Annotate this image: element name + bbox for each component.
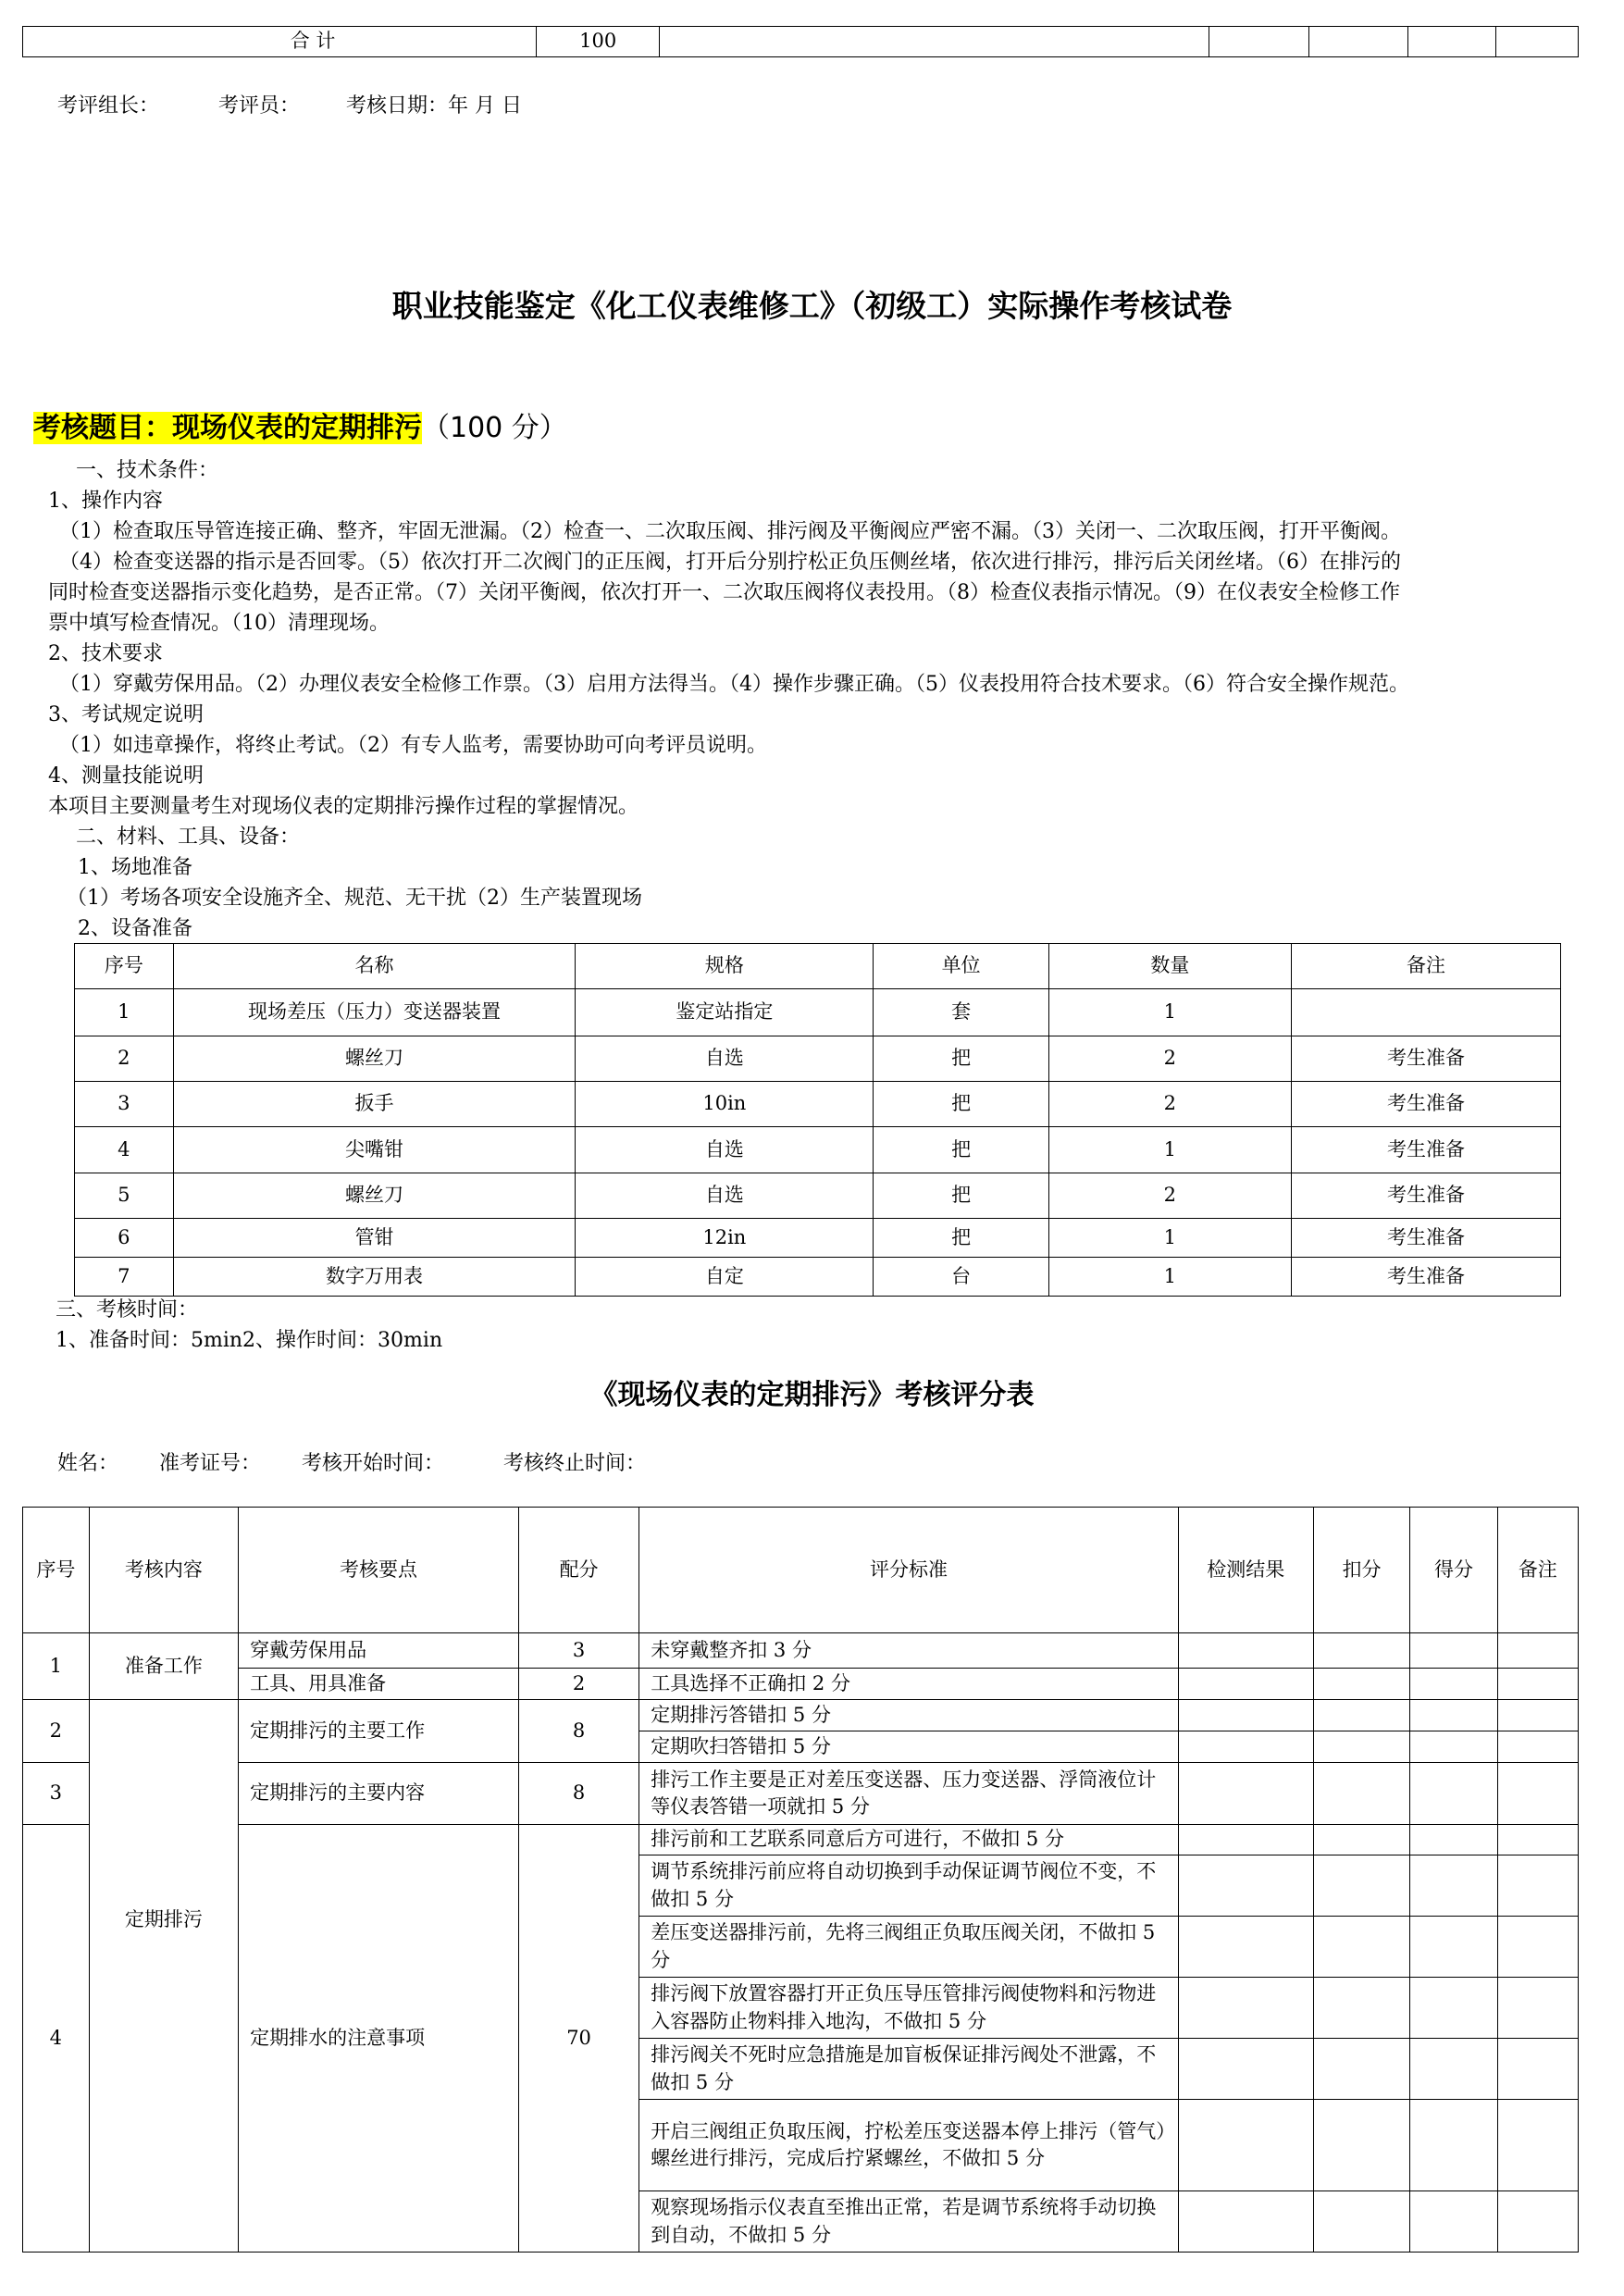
sc-point: 穿戴劳保用品	[239, 1633, 519, 1669]
eq-cell-unit: 把	[874, 1219, 1048, 1258]
sc-header-score: 配分	[518, 1508, 638, 1633]
eq-header-note: 备注	[1291, 944, 1560, 989]
eq-header-spec: 规格	[576, 944, 874, 989]
sc-score: 8	[518, 1700, 638, 1763]
eq-cell-note: 考生准备	[1291, 1258, 1560, 1297]
sc-no: 4	[23, 1825, 90, 2253]
sc-content: 定期排污	[89, 1700, 238, 2253]
eq-cell-qty: 1	[1048, 989, 1291, 1036]
eq-cell-name: 螺丝刀	[173, 1036, 576, 1082]
top-total-table	[22, 26, 1579, 57]
sc-point: 定期排污的主要内容	[239, 1763, 519, 1825]
time-line: 1、准备时间：5min2、操作时间：30min	[56, 1329, 443, 1352]
table-row	[23, 1700, 1579, 1731]
total-score: 100	[537, 27, 660, 57]
sc-header-result: 检测结果	[1178, 1508, 1313, 1633]
section-tech-conditions: 一、技术条件：	[76, 459, 219, 482]
op-line-1: （1）检查取压导管连接正确、整齐，牢固无泄漏。（2）检查一、二次取压阀、排污阀及平衡阀应严密不漏。（3）关闭一、二次取压阀，打开平衡阀。	[59, 520, 1401, 543]
eq-cell-no: 6	[75, 1219, 174, 1258]
eq-cell-spec: 自选	[576, 1036, 874, 1082]
start-time-label: 考核开始时间：	[302, 1452, 445, 1475]
measure-line: 本项目主要测量考生对现场仪表的定期排污操作过程的掌握情况。	[48, 795, 639, 818]
eq-cell-note	[1291, 989, 1560, 1036]
table-row	[75, 1173, 1561, 1219]
equipment-table	[74, 943, 1561, 1297]
eq-cell-unit: 把	[874, 1082, 1048, 1127]
eq-cell-unit: 把	[874, 1036, 1048, 1082]
table-row	[23, 1669, 1579, 1700]
total-label: 合 计	[90, 27, 537, 57]
sc-header-deduct: 扣分	[1313, 1508, 1410, 1633]
table-row	[23, 1825, 1579, 1855]
table-row	[75, 1219, 1561, 1258]
op-line-3: 同时检查变送器指示变化趋势，是否正常。（7）关闭平衡阀，依次打开一、二次取压阀将仪表投用。（8）检查仪表指示情况。（9）在仪表安全检修工作	[48, 581, 1400, 604]
eq-cell-qty: 2	[1048, 1173, 1291, 1219]
sc-standard: 排污阀下放置容器打开正负压导压管排污阀使物料和污物进入容器防止物料排入地沟，不做扣 5 分	[639, 1978, 1179, 2039]
sc-standard: 排污工作主要是正对差压变送器、压力变送器、浮筒液位计等仪表答错一项就扣 5 分	[639, 1763, 1179, 1825]
eq-cell-name: 管钳	[173, 1219, 576, 1258]
sc-header-no: 序号	[23, 1508, 90, 1633]
eq-header-unit: 单位	[874, 944, 1048, 989]
sc-header-standard: 评分标准	[639, 1508, 1179, 1633]
eq-cell-no: 7	[75, 1258, 174, 1297]
section-site-prep: 1、场地准备	[78, 856, 192, 879]
eq-cell-unit: 台	[874, 1258, 1048, 1297]
eq-cell-unit: 把	[874, 1127, 1048, 1173]
eq-cell-spec: 自定	[576, 1258, 874, 1297]
sc-score: 70	[518, 1825, 638, 2253]
sc-content: 准备工作	[89, 1633, 238, 1700]
candidate-line	[57, 1448, 646, 1479]
sc-point: 定期排水的注意事项	[239, 1825, 519, 2253]
sc-standard: 未穿戴整齐扣 3 分	[639, 1633, 1179, 1669]
examiner-label: 考评员：	[218, 94, 301, 118]
sc-standard: 定期排污答错扣 5 分	[639, 1700, 1179, 1731]
eq-cell-note: 考生准备	[1291, 1127, 1560, 1173]
section-exam-rules: 3、考试规定说明	[48, 703, 204, 726]
sc-standard: 观察现场指示仪表直至推出正常，若是调节系统将手动切换到自动，不做扣 5 分	[639, 2191, 1179, 2253]
sc-standard: 定期吹扫答错扣 5 分	[639, 1731, 1179, 1763]
op-line-4: 票中填写检查情况。（10）清理现场。	[48, 612, 390, 635]
section-measure: 4、测量技能说明	[48, 764, 204, 788]
eq-header-name: 名称	[173, 944, 576, 989]
table-row	[75, 1082, 1561, 1127]
sc-header-note: 备注	[1497, 1508, 1578, 1633]
examiners-line	[57, 91, 522, 121]
exam-rules-line: （1）如违章操作，将终止考试。（2）有专人监考，需要协助可向考评员说明。	[59, 734, 767, 757]
table-row	[75, 989, 1561, 1036]
score-sheet-title: 《现场仪表的定期排污》考核评分表	[589, 1379, 1035, 1411]
table-row	[23, 1633, 1579, 1669]
sc-score: 8	[518, 1763, 638, 1825]
sc-header-get: 得分	[1410, 1508, 1497, 1633]
eq-cell-spec: 鉴定站指定	[576, 989, 874, 1036]
sc-header-point: 考核要点	[239, 1508, 519, 1633]
eq-cell-note: 考生准备	[1291, 1082, 1560, 1127]
table-row	[23, 1763, 1579, 1825]
sc-standard: 差压变送器排污前，先将三阀组正负取压阀关闭，不做扣 5 分	[639, 1917, 1179, 1978]
tech-req-line: （1）穿戴劳保用品。（2）办理仪表安全检修工作票。（3）启用方法得当。（4）操作步骤正确。（5）仪表投用符合技术要求。（6）符合安全操作规范。	[59, 673, 1409, 696]
eq-cell-unit: 套	[874, 989, 1048, 1036]
sc-no: 2	[23, 1700, 90, 1763]
sc-standard: 排污阀关不死时应急措施是加盲板保证排污阀处不泄露，不做扣 5 分	[639, 2039, 1179, 2100]
eq-cell-note: 考生准备	[1291, 1219, 1560, 1258]
eq-cell-note: 考生准备	[1291, 1173, 1560, 1219]
eq-cell-qty: 1	[1048, 1219, 1291, 1258]
sc-point: 工具、用具准备	[239, 1669, 519, 1700]
eq-cell-qty: 1	[1048, 1127, 1291, 1173]
page-title: 职业技能鉴定《化工仪表维修工》（初级工）实际操作考核试卷	[391, 288, 1233, 324]
sc-standard: 排污前和工艺联系同意后方可进行，不做扣 5 分	[639, 1825, 1179, 1855]
sc-point: 定期排污的主要工作	[239, 1700, 519, 1763]
eq-cell-no: 4	[75, 1127, 174, 1173]
sc-standard: 开启三阀组正负取压阀，拧松差压变送器本停上排污（管气）螺丝进行排污，完成后拧紧螺丝，不做扣 5 分	[639, 2100, 1179, 2191]
eq-cell-spec: 10in	[576, 1082, 874, 1127]
eq-cell-name: 现场差压（压力）变送器装置	[173, 989, 576, 1036]
site-prep-line: （1）考场各项安全设施齐全、规范、无干扰（2）生产装置现场	[67, 887, 642, 910]
leader-label: 考评组长：	[57, 94, 160, 118]
topic-heading	[33, 404, 567, 445]
name-label: 姓名：	[57, 1452, 119, 1475]
section-materials: 二、材料、工具、设备：	[76, 825, 301, 849]
section-equip-prep: 2、设备准备	[78, 917, 192, 940]
topic-label: 考核题目：现场仪表的定期排污	[33, 412, 422, 444]
sc-header-content: 考核内容	[89, 1508, 238, 1633]
end-time-label: 考核终止时间：	[503, 1452, 647, 1475]
table-row	[75, 1127, 1561, 1173]
eq-cell-no: 3	[75, 1082, 174, 1127]
eq-cell-no: 2	[75, 1036, 174, 1082]
eq-cell-unit: 把	[874, 1173, 1048, 1219]
sc-no: 1	[23, 1633, 90, 1700]
id-label: 准考证号：	[159, 1452, 262, 1475]
eq-cell-name: 螺丝刀	[173, 1173, 576, 1219]
eq-cell-name: 尖嘴钳	[173, 1127, 576, 1173]
sc-score: 3	[518, 1633, 638, 1669]
sc-score: 2	[518, 1669, 638, 1700]
eq-cell-spec: 12in	[576, 1219, 874, 1258]
sc-no: 3	[23, 1763, 90, 1825]
section-tech-req: 2、技术要求	[48, 642, 163, 665]
eq-cell-qty: 2	[1048, 1082, 1291, 1127]
sc-standard: 调节系统排污前应将自动切换到手动保证调节阀位不变，不做扣 5 分	[639, 1855, 1179, 1917]
eq-cell-name: 数字万用表	[173, 1258, 576, 1297]
equipment-header-row	[75, 944, 1561, 989]
eq-header-no: 序号	[75, 944, 174, 989]
eq-cell-note: 考生准备	[1291, 1036, 1560, 1082]
eq-cell-no: 1	[75, 989, 174, 1036]
date-label: 考核日期：年 月 日	[346, 94, 523, 118]
table-row	[75, 1036, 1561, 1082]
sc-standard: 工具选择不正确扣 2 分	[639, 1669, 1179, 1700]
eq-header-qty: 数量	[1048, 944, 1291, 989]
table-row	[75, 1258, 1561, 1297]
eq-cell-no: 5	[75, 1173, 174, 1219]
section-time: 三、考核时间：	[56, 1298, 199, 1322]
eq-cell-spec: 自选	[576, 1127, 874, 1173]
score-table	[22, 1507, 1579, 2253]
eq-cell-spec: 自选	[576, 1173, 874, 1219]
eq-cell-qty: 1	[1048, 1258, 1291, 1297]
score-header-row	[23, 1508, 1579, 1633]
op-line-2: （4）检查变送器的指示是否回零。（5）依次打开二次阀门的正压阀，打开后分别拧松正负压侧丝堵，依次进行排污，排污后关闭丝堵。（6）在排污的	[59, 551, 1401, 574]
topic-score: （100 分）	[422, 412, 567, 444]
section-op-content: 1、操作内容	[48, 490, 163, 513]
eq-cell-qty: 2	[1048, 1036, 1291, 1082]
eq-cell-name: 扳手	[173, 1082, 576, 1127]
